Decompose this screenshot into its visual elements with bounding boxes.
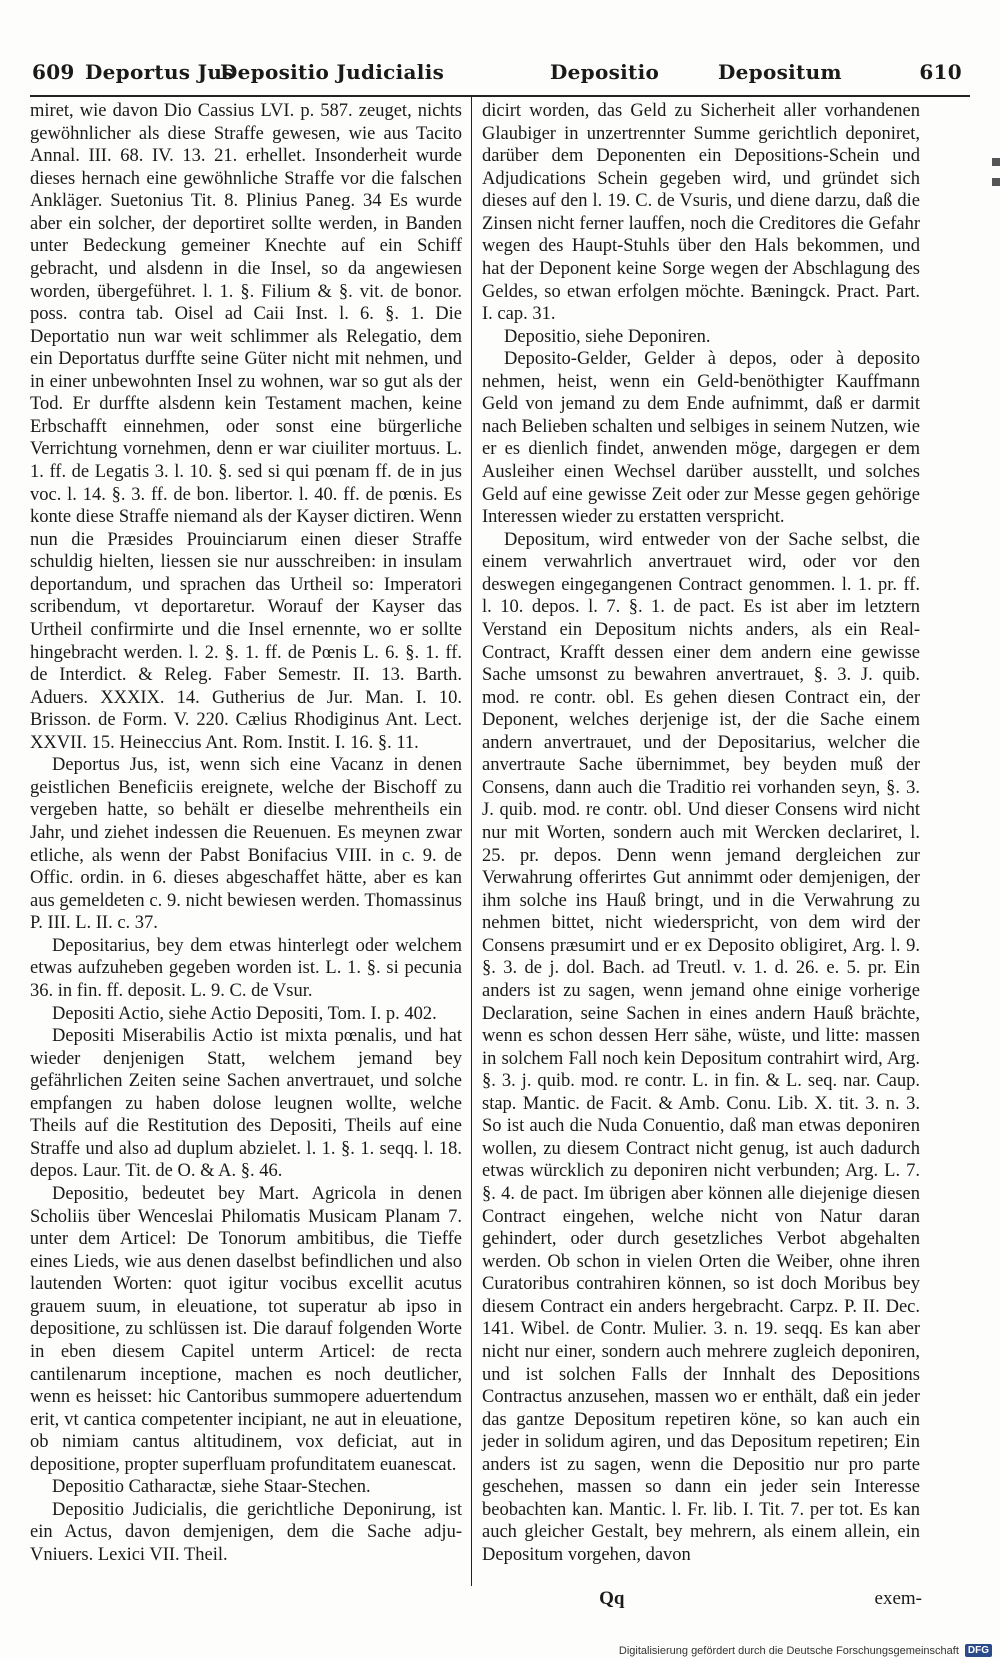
left-paragraph: Deportus Jus, ist, wenn sich eine Vacanz in denen geistlichen Beneficiis ereignete, welche der Bischoff zu vergeben hatte, so behält er dieselbe mehrentheils ein Jahr, und ziehet indessen die Reuenuen. Es meynen zwar etliche, als wenn der Pabst Bonifacius VIII. in c. 9. de Offic. ordin. in 6. dieses abgeschaffet hätte, aber es kan aus gemeldeten c. 9. nicht bewiesen werden. Thomassinus P. III. L. II. c. 37. bbox=[30, 755, 462, 934]
signature-mark: Qq bbox=[599, 1588, 625, 1609]
catchword: exem- bbox=[874, 1588, 922, 1609]
right-paragraph: Deposito-Gelder, Gelder à depos, oder à deposito nehmen, heist, wenn ein Geld-benöthigter Kauffmann Geld von jemand zu dem Ende aufnimmt, daß er darmit nach Belieben schalten und selbiges in seinem Nutzen, wie er es dienlich findet, anwenden möge, dargegen er dem Ausleiher einen Wechsel darüber ausstellt, und solches Geld auf eine gewisse Zeit oder zur Messe gegen gehörige Interessen wieder zu erstatten verspricht. bbox=[482, 349, 920, 528]
left-paragraph: Depositi Actio, siehe Actio Depositi, Tom. I. p. 402. bbox=[52, 1003, 437, 1024]
left-paragraph: Depositarius, bey dem etwas hinterlegt oder welchem etwas aufzuheben gegeben worden ist. L. 1. §. si pecunia 36. in fin. ff. deposit. L. 9. C. de Vsur. bbox=[30, 935, 462, 1001]
running-header bbox=[30, 60, 970, 94]
header-rule bbox=[30, 95, 970, 97]
left-paragraph: Depositio, bedeutet bey Mart. Agricola in denen Scholiis über Wenceslai Philomatis Musicam Planam 7. unter dem Articel: De Tonorum ambitibus, die Tieffe eines Lieds, wie aus denen daselbst befindlichen und also lautenden Worten: quot igitur vocibus excellit acutus grauem suum, in eleuatione, tot superatur ab ipso in depositione, zu schlüssen ist. Die darauf folgenden Worte in eben diesem Capitel unterm Articel: de recta cantilenarum inceptione, machen es noch deutlicher, wenn es heisset: hic Cantoribus summopere aduertendum erit, vt cantica competenter incipiant, ne aut in eleuatione, ob nimiam cantus altitudinem, vox deficiat, aut in depositione, propter superfluam profunditatem euanescat. bbox=[30, 1184, 462, 1475]
right-paragraph: dicirt worden, das Geld zu Sicherheit aller vorhandenen Glaubiger in unzertrennter Summe gerichtlich deponiret, darüber dem Deponenten ein Depositions-Schein und Adjudications Schein gegeben wird, und gründet sich dieses auf den l. 19. C. de Vsuris, und diene darzu, daß die Zinsen nicht ferner lauffen, noch die Creditores die Gefahr wegen des Haupt-Stuhls über den Hals bekommen, und hat der Deponent keine Sorge wegen der Abschlagung des Geldes, so etwan erfolgen möchte. Bæningck. Pract. Part. I. cap. 31. bbox=[482, 101, 920, 325]
left-paragraph: Depositio Judicialis, die gerichtliche Deponirung, ist ein Actus, davon demjenigen, dem die Sache adju- Vniuers. Lexici VII. Theil. bbox=[30, 1499, 462, 1565]
digitization-credit bbox=[619, 1644, 992, 1657]
dfg-logo: DFG bbox=[965, 1644, 992, 1657]
page-footer bbox=[599, 1588, 922, 1610]
credit-text: Digitalisierung gefördert durch die Deutsche Forschungsgemeinschaft bbox=[618, 1644, 959, 1657]
right-paragraph: Depositio, siehe Deponiren. bbox=[504, 326, 711, 347]
right-catchword-2: Depositum bbox=[718, 60, 842, 84]
page-number-right: 610 bbox=[919, 60, 962, 84]
right-column bbox=[482, 100, 920, 1567]
left-catchword-2: Depositio Judicialis bbox=[220, 60, 445, 84]
scan-edge-mark bbox=[992, 178, 1000, 186]
column-divider bbox=[471, 96, 472, 1586]
left-catchword-1: Deportus Jus bbox=[85, 60, 234, 84]
right-catchword-1: Depositio bbox=[550, 60, 660, 84]
left-paragraph: Depositi Miserabilis Actio ist mixta pœnalis, und hat wieder denjenigen Statt, welchem jemand bey gefährlichen Zeiten seine Sachen anvertrauet, und solche empfangen zu haben dolose leugnen wollte, welche Theils auf die Restitution des Depositi, Theils auf eine Straffe und also ad duplum abzielet. l. 1. §. 1. seqq. l. 18. depos. Laur. Tit. de O. & A. §. 46. bbox=[30, 1026, 462, 1182]
left-paragraph: miret, wie davon Dio Cassius LVI. p. 587. zeuget, nichts gewöhnlicher als diese Straffe gewesen, wie aus Tacito Annal. III. 68. IV. 13. 21. erhellet. Insonderheit wurde dieses hernach eine gewöhnliche Straffe vor die falschen Ankläger. Suetonius Tit. 8. Plinius Paneg. 34 Es wurde aber ein solcher, der deportiret sollte werden, in Banden unter Bedeckung gemeiner Knechte auf ein Schiff gebracht, und alsdenn in die Insel, so da angewiesen worden, übergeführet. l. 1. §. Filium & §. vit. de bonor. poss. contra tab. Oisel ad Caii Inst. l. 6. §. 1. Die Deportatio nun war weit schlimmer als Relegatio, dem ein Deportatus durffte seine Güter nicht mit nehmen, und in einer unbewohnten Insel zu wohnen, war so gut als der Tod. Er durffte alsdenn kein Testament machen, keine Erbschafft einnehmen, oder sonst eine bürgerliche Verrichtung vornehmen, denn er war ciuiliter mortuus. L. 1. ff. de Legatis 3. l. 10. §. sed si qui pœnam ff. de in jus voc. l. 14. §. 3. ff. de bon. libertor. l. 40. ff. de pœnis. Es konte diese Straffe niemand als der Kayser dictiren. Wenn nun die Præsides Prouinciarum einen dieser Straffe schuldig hielten, liessen sie nur ausschreiben: in insulam deportandum, und sprachen das Urtheil so: Imperatori scribendum, vt deportaretur. Worauf der Kayser das Urtheil confirmirte und die Insel ernennte, wo er sollte hingebracht werden. l. 2. §. 1. ff. de Pœnis L. 6. §. 1. ff. de Interdict. & Releg. Faber Semestr. II. 13. Barth. Aduers. XXXIX. 14. Gutherius de Jur. Man. I. 10. Brisson. de Form. V. 220. Cælius Rhodiginus Ant. Lect. XXVII. 15. Heineccius Ant. Rom. Instit. I. 16. §. 11. bbox=[30, 101, 462, 753]
scan-edge-mark bbox=[992, 158, 1000, 166]
left-paragraph: Depositio Catharactæ, siehe Staar-Stechen. bbox=[52, 1477, 371, 1498]
left-column bbox=[30, 100, 462, 1567]
page-number-left: 609 bbox=[32, 60, 75, 84]
right-paragraph: Depositum, wird entweder von der Sache selbst, die einem verwahrlich anvertrauet wird, oder vor den deswegen eingegangenen Contract genommen. l. 1. pr. ff. l. 10. depos. l. 7. §. 1. de pact. Es ist aber im letztern Verstand ein Depositum nichts anders, als ein Real-Contract, Krafft dessen einer dem andern eine gewisse Sache umsonst zu bewahren anvertrauet, §. 3. J. quib. mod. re contr. obl. Es gehen diesen Contract ein, der Deponent, welches derjenige ist, der die Sache einem andern anvertrauet, und der Depositarius, welcher die anvertraute Sache übernimmet, bey beyden muß der Consens, dann auch die Traditio rei vorhanden seyn, §. 3. J. quib. mod. re contr. obl. Und dieser Consens wird nicht nur mit Worten, sondern auch mit Wercken declariret, l. 25. pr. depos. Denn wenn jemand dergleichen zur Verwahrung offerirtes Gut annimmt oder demjenigen, der ihm solche ins Hauß bringt, und in die Verwahrung zu nehmen bittet, nicht wiederspricht, von dem wird der Consens præsumirt und er ex Deposito obligiret, Arg. l. 9. §. 3. de j. dol. Bach. ad Treutl. v. 1. d. 26. e. 5. pr. Ein anders ist zu sagen, wenn jemand ohne einige vorherige Declaration, seine Sachen in eines andern Hauß brächte, wenn es schon dessen Herr sähe, wüste, und litte: massen in solchem Fall noch kein Depositum contrahirt wird, Arg. §. 3. j. quib. mod. re contr. L. in fin. & L. seq. nar. Caup. stap. Mantic. de Facit. & Amb. Conu. Lib. X. tit. 3. n. 3. So ist auch die Nuda Conuentio, daß man etwas deponiren wollen, zu diesem Contract nicht genug, ist auch dadurch etwas würcklich zu deponiren nicht verbunden; Arg. L. 7. §. 4. de pact. Im übrigen aber können alle diejenige diesen Contract eingehen, welche nicht von Natur daran gehindert, oder durch gesetzliches Verbot abgehalten werden. Ob schon in vielen Orten die Weiber, ohne ihren Curatoribus contrahiren können, so ist doch Moribus bey diesem Contract ein anders hergebracht. Carpz. P. II. Dec. 141. Wibel. de Contr. Mulier. 3. n. 19. seqq. Es kan aber nicht nur einer, sondern auch mehrere zugleich deponiren, und ist solchen Falls der Innhalt des Depositions Contractus anzusehen, massen wo er enthält, daß ein jeder das gantze Depositum repetiren köne, so kan auch ein jeder in solidum agiren, und das Depositum repetiren; Ein anders ist zu sagen, wenn die Depositio nur pro parte geschehen, massen so dann ein jeder sein Interesse beobachten kan. Mantic. l. Fr. lib. I. Tit. 7. per tot. Es kan auch gleicher Gestalt, bey mehrern, als einem allein, ein Depositum vorgehen, davon bbox=[482, 529, 920, 1565]
